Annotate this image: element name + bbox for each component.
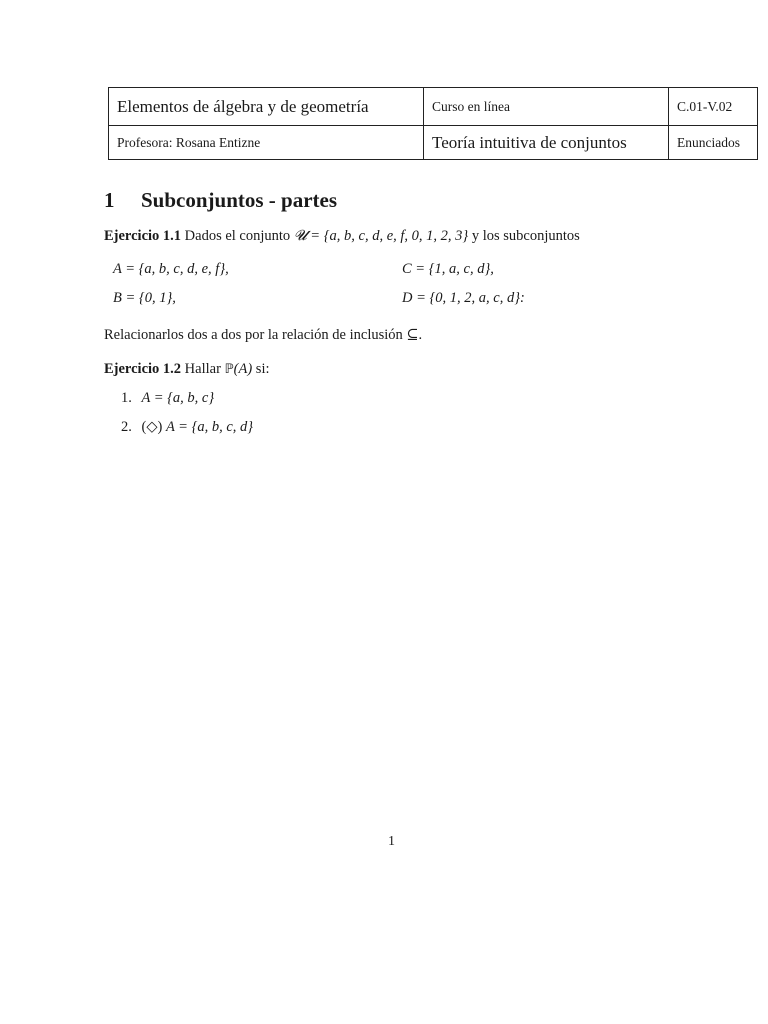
set-b: B = {0, 1}, xyxy=(113,290,176,306)
exercise-1-1-instruction: Relacionarlos dos a dos por la relación de inclusión ⊆. xyxy=(104,327,423,343)
set-d: D = {0, 1, 2, a, c, d}: xyxy=(402,290,525,306)
section-title: Subconjuntos - partes xyxy=(141,188,338,212)
list-item-content: A = {a, b, c} xyxy=(141,390,215,406)
universe-symbol: 𝓤 xyxy=(293,228,307,244)
universe-set xyxy=(294,228,468,244)
section-heading xyxy=(104,188,337,213)
power-set-symbol: ℙ xyxy=(224,362,234,377)
course-code: C.01-V.02 xyxy=(669,88,758,126)
list-item xyxy=(121,419,253,436)
exercise-1-1-statement xyxy=(104,228,580,245)
power-set-argument: (A) xyxy=(233,361,253,377)
course-title: Elementos de álgebra y de geometría xyxy=(109,88,424,126)
exercise-1-1-intro-end: y los subconjuntos xyxy=(468,228,580,244)
universe-elements: = {a, b, c, d, e, f, 0, 1, 2, 3} xyxy=(306,228,469,244)
course-modality: Curso en línea xyxy=(424,88,669,126)
exercise-1-2-statement xyxy=(104,361,270,378)
list-item xyxy=(121,390,214,407)
professor-name: Profesora: Rosana Entizne xyxy=(109,126,424,160)
set-c: C = {1, a, c, d}, xyxy=(402,261,494,277)
exercise-1-2-text: Hallar xyxy=(184,361,221,377)
section-number: 1 xyxy=(104,188,115,212)
set-a: A = {a, b, c, d, e, f}, xyxy=(113,261,229,277)
topic-title: Teoría intuitiva de conjuntos xyxy=(424,126,669,160)
list-item-marker: 1. xyxy=(121,390,132,406)
list-item-marker: 2. xyxy=(121,419,132,435)
exercise-1-2-text-end: si: xyxy=(252,361,270,377)
page-number: 1 xyxy=(388,834,395,849)
exercise-1-1-intro: Dados el conjunto xyxy=(184,228,291,244)
header-table xyxy=(108,87,758,160)
exercise-1-2-label: Ejercicio 1.2 xyxy=(104,361,182,377)
list-item-content: A = {a, b, c, d} xyxy=(165,419,254,435)
document-type: Enunciados xyxy=(669,126,758,160)
list-item-prefix: (◇) xyxy=(141,419,163,435)
exercise-1-1-label: Ejercicio 1.1 xyxy=(104,228,182,244)
